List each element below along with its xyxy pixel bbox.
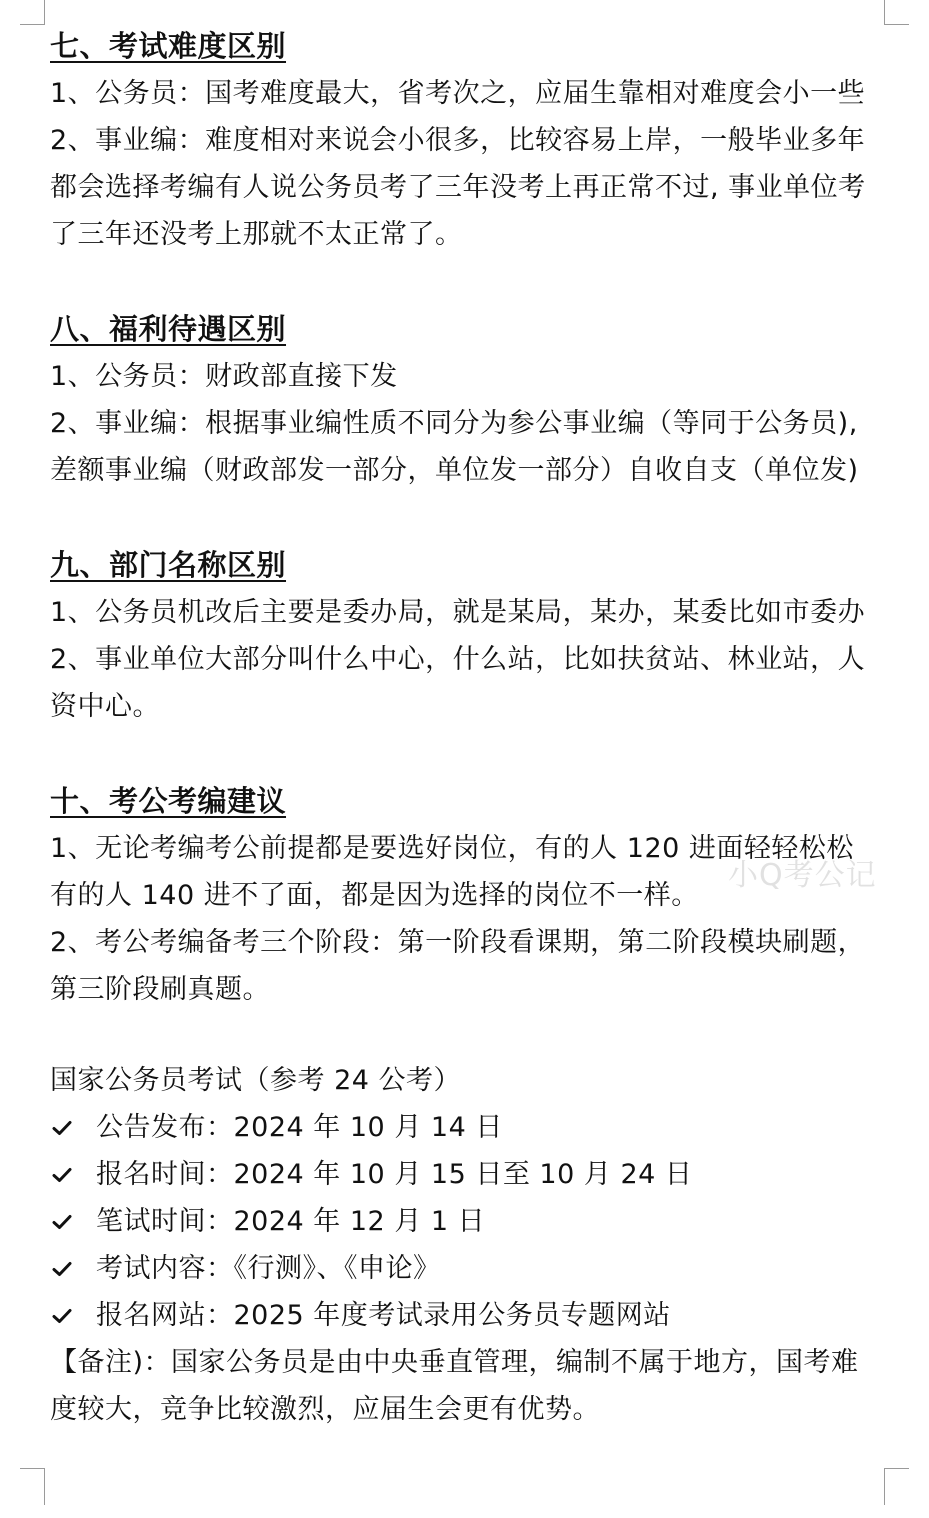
exam-item-text: 笔试时间：2024 年 12 月 1 日 — [96, 1206, 486, 1237]
section-advice — [50, 777, 912, 1013]
body-line: 1、无论考编考公前提都是要选好岗位，有的人 120 进面轻轻松松 — [50, 833, 854, 864]
spacer — [50, 1013, 912, 1057]
body-line: 2、事业编：难度相对来说会小很多，比较容易上岸，一般毕业多年 — [50, 125, 866, 156]
body-line: 资中心。 — [50, 691, 160, 722]
body-line: 了三年还没考上那就不太正常了。 — [50, 219, 463, 250]
page-corner-mark-bottom-right — [884, 1468, 909, 1505]
section-heading: 九、部门名称区别 — [50, 548, 287, 582]
exam-item-text: 报名时间：2024 年 10 月 15 日至 10 月 24 日 — [96, 1159, 693, 1190]
spacer — [50, 258, 912, 305]
exam-item-text: 公告发布：2024 年 10 月 14 日 — [96, 1112, 503, 1143]
checkmark-icon — [50, 1308, 96, 1324]
body-line: 2、事业编：根据事业编性质不同分为参公事业编（等同于公务员), — [50, 408, 858, 439]
spacer — [50, 730, 912, 777]
exam-item — [50, 1198, 912, 1245]
note-line: 度较大，竞争比较激烈，应届生会更有优势。 — [50, 1394, 600, 1425]
note-line: 【备注)：国家公务员是由中央垂直管理，编制不属于地方，国考难 — [50, 1347, 859, 1378]
page-corner-mark-top-left — [20, 0, 45, 25]
exam-item-text: 报名网站：2025 年度考试录用公务员专题网站 — [96, 1300, 671, 1331]
document-body — [50, 22, 912, 1433]
exam-item — [50, 1292, 912, 1339]
section-benefits — [50, 305, 912, 494]
exam-item-text: 考试内容：《行测》、《申论》 — [96, 1253, 441, 1284]
watermark: 小Q考公记 — [728, 858, 877, 893]
checkmark-icon — [50, 1261, 96, 1277]
body-line: 差额事业编（财政部发一部分，单位发一部分）自收自支（单位发) — [50, 455, 859, 486]
checkmark-icon — [50, 1214, 96, 1230]
body-line: 有的人 140 进不了面，都是因为选择的岗位不一样。 — [50, 880, 699, 911]
exam-title: 国家公务员考试（参考 24 公考） — [50, 1065, 462, 1096]
section-heading: 十、考公考编建议 — [50, 784, 287, 818]
body-line: 1、公务员机改后主要是委办局，就是某局，某办，某委比如市委办 — [50, 597, 866, 628]
section-department-names — [50, 541, 912, 730]
section-difficulty — [50, 22, 912, 258]
page-corner-mark-bottom-left — [20, 1468, 45, 1505]
section-national-exam — [50, 1057, 912, 1433]
body-line: 2、考公考编备考三个阶段：第一阶段看课期，第二阶段模块刷题， — [50, 927, 866, 958]
checkmark-icon — [50, 1120, 96, 1136]
exam-item — [50, 1104, 912, 1151]
body-line: 1、公务员：国考难度最大，省考次之，应届生靠相对难度会小一些 — [50, 78, 866, 109]
spacer — [50, 494, 912, 541]
section-heading: 八、福利待遇区别 — [50, 312, 287, 346]
exam-item — [50, 1151, 912, 1198]
body-line: 第三阶段刷真题。 — [50, 974, 270, 1005]
checkmark-icon — [50, 1167, 96, 1183]
body-line: 都会选择考编有人说公务员考了三年没考上再正常不过, 事业单位考 — [50, 172, 866, 203]
body-line: 2、事业单位大部分叫什么中心，什么站，比如扶贫站、林业站，人 — [50, 644, 866, 675]
exam-item — [50, 1245, 912, 1292]
body-line: 1、公务员：财政部直接下发 — [50, 361, 398, 392]
section-heading: 七、考试难度区别 — [50, 29, 287, 63]
